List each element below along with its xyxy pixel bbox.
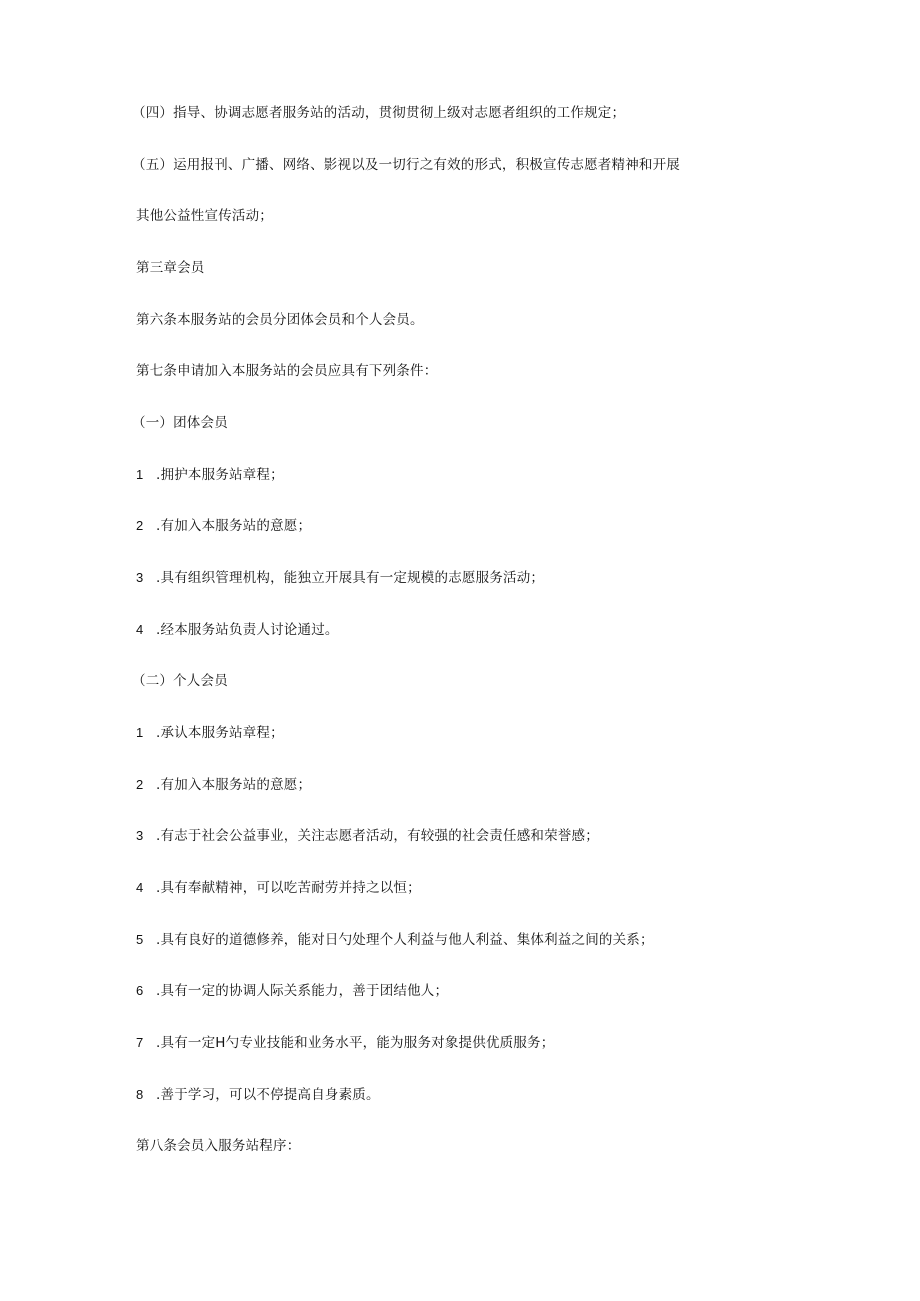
- list-number: 1: [136, 725, 144, 740]
- list-item-text: .有加入本服务站的意愿；: [156, 777, 312, 793]
- list-number: 2: [136, 518, 144, 533]
- list-number: 8: [136, 1087, 144, 1102]
- group-condition-1: [136, 466, 284, 484]
- list-item-text: .具有奉献精神，可以吃苦耐劳并持之以恒；: [156, 880, 421, 896]
- list-number: 4: [136, 880, 144, 895]
- article-7: 第七条申请加入本服务站的会员应具有下列条件：: [136, 363, 438, 379]
- paragraph-4-guide: （四）指导、协调志愿者服务站的活动，贯彻贯彻上级对志愿者组织的工作规定；: [132, 105, 626, 121]
- group-condition-2: [136, 517, 311, 535]
- list-number: 6: [136, 983, 144, 998]
- list-item-text: .有加入本服务站的意愿；: [156, 518, 312, 534]
- article-8: 第八条会员入服务站程序：: [136, 1138, 301, 1154]
- individual-member-heading: （二）个人会员: [132, 673, 228, 689]
- list-number: 4: [136, 622, 144, 637]
- list-number: 2: [136, 777, 144, 792]
- individual-condition-7: [136, 1034, 554, 1052]
- individual-condition-4: [136, 879, 421, 897]
- list-item-text: .具有一定的协调人际关系能力，善于团结他人；: [156, 983, 449, 999]
- individual-condition-3: [136, 827, 599, 845]
- list-number: 7: [136, 1035, 144, 1050]
- list-number: 3: [136, 570, 144, 585]
- list-item-text: .经本服务站负责人讨论通过。: [156, 622, 339, 638]
- list-number: 3: [136, 828, 144, 843]
- list-item-text: .有志于社会公益事业，关注志愿者活动，有较强的社会责任感和荣誉感；: [156, 828, 599, 844]
- list-number: 1: [136, 467, 144, 482]
- list-item-text: .具有良好的道德修养，能对日勺处理个人利益与他人利益、集体利益之间的关系；: [156, 932, 654, 948]
- paragraph-5-promote: （五）运用报刊、广播、网络、影视以及一切行之有效的形式，积极宣传志愿者精神和开展: [132, 157, 680, 173]
- group-condition-4: [136, 621, 339, 639]
- paragraph-5-continued: 其他公益性宣传活动；: [136, 208, 273, 224]
- individual-condition-6: [136, 982, 448, 1000]
- list-item-text: .拥护本服务站章程；: [156, 467, 284, 483]
- list-item-text: .善于学习，可以不停提高自身素质。: [156, 1087, 380, 1103]
- individual-condition-1: [136, 724, 284, 742]
- list-number: 5: [136, 932, 144, 947]
- chapter-3-heading: 第三章会员: [136, 260, 205, 276]
- individual-condition-2: [136, 776, 311, 794]
- list-item-text: .具有一定H勺专业技能和业务水平，能为服务对象提供优质服务；: [156, 1035, 555, 1051]
- list-item-text: .承认本服务站章程；: [156, 725, 284, 741]
- individual-condition-8: [136, 1086, 380, 1104]
- individual-condition-5: [136, 931, 654, 949]
- group-condition-3: [136, 569, 544, 587]
- group-member-heading: （一）团体会员: [132, 415, 228, 431]
- list-item-text: .具有组织管理机构，能独立开展具有一定规模的志愿服务活动；: [156, 570, 545, 586]
- article-6: 第六条本服务站的会员分团体会员和个人会员。: [136, 312, 424, 328]
